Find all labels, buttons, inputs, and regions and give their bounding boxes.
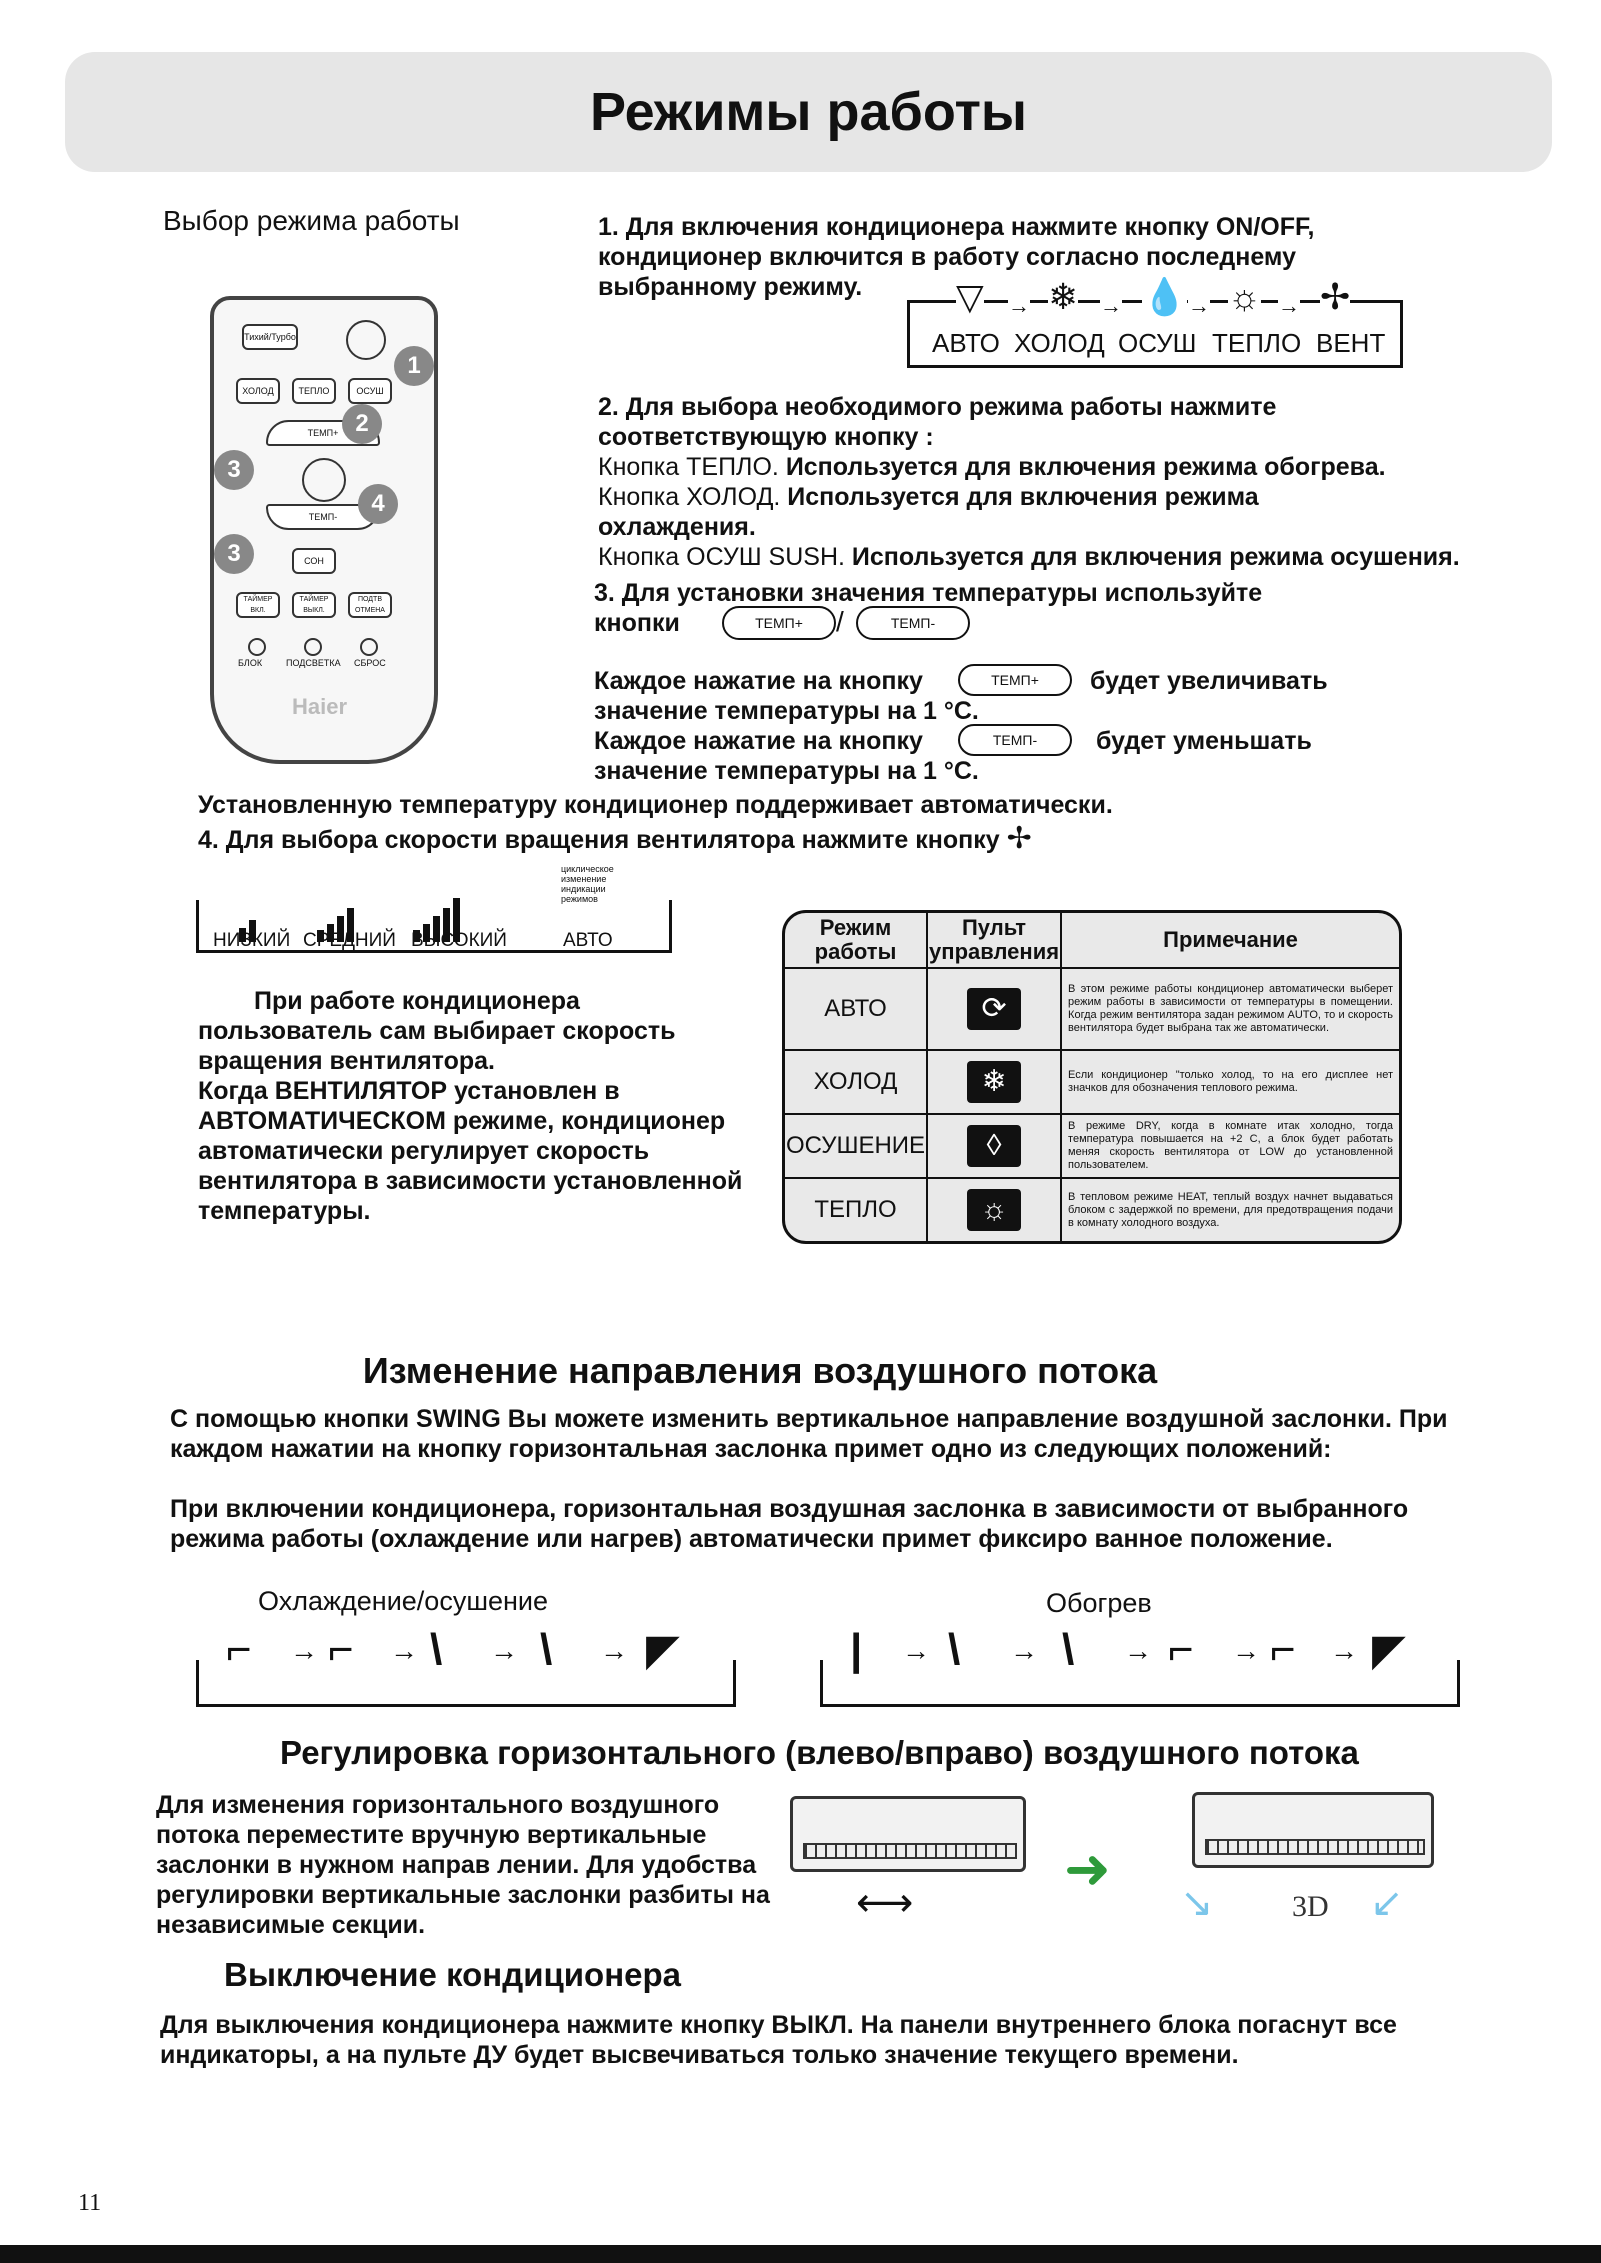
flap-position-icon: ⌐: [226, 1625, 252, 1674]
remote-btn-cool: ХОЛОД: [236, 378, 280, 404]
table-header-note: Примечание: [1062, 913, 1399, 969]
arrow-icon: →: [1010, 1635, 1038, 1666]
remote-brand-logo: Haier: [292, 694, 348, 719]
flap-position-icon: \: [1062, 1625, 1075, 1674]
step2-dry: [598, 542, 1498, 572]
sun-icon: ☼: [1228, 276, 1261, 317]
auto-icon: ⟳: [967, 988, 1021, 1030]
remote-btn-timer-on: ТАЙМЕР ВКЛ.: [236, 592, 280, 618]
horizontal-text: Для изменения горизонтального воздушного потока переместите вручную вертикальные заслонки в нужном направ лении. Для удобства регулировки вертикальные заслонки разбиты на независимые секции.: [156, 1791, 770, 1939]
remote-btn-confirm-cancel: ПОДТВ ОТМЕНА: [348, 592, 392, 618]
bottom-bar: [0, 2245, 1601, 2263]
airflow-p1: С помощью кнопки SWING Вы можете изменить вертикальное направление воздушной заслонки. При каждом нажатии на кнопку горизонтальная заслонка примет одно из следующих положений:: [170, 1405, 1448, 1463]
label-3d: 3D: [1292, 1890, 1329, 1923]
step-badge-2: 2: [342, 404, 382, 444]
step2-cool: [598, 482, 1358, 542]
drop-icon: 💧: [1142, 276, 1187, 317]
arrow-icon: →: [600, 1635, 628, 1666]
step3-minus-suffix: будет уменьшать значение температуры на 1 °C.: [594, 727, 1312, 785]
heat-flap-diagram: [820, 1660, 1460, 1707]
indoor-unit-3d-image: [1192, 1792, 1434, 1868]
arrow-icon: →: [1124, 1635, 1152, 1666]
remote-btn-dry: ОСУШ: [348, 378, 392, 404]
sun-icon: ☼: [967, 1189, 1021, 1231]
step3-minus-prefix: Каждое нажатие на кнопку: [594, 727, 923, 755]
mode-cell: ХОЛОД: [785, 1051, 928, 1115]
remote-btn-sleep: СОН: [292, 548, 336, 574]
flap-position-icon: \: [430, 1625, 443, 1674]
drop-icon: ◊: [967, 1125, 1021, 1167]
remote-control: [210, 296, 438, 764]
airflow-heading: Изменение направления воздушного потока: [362, 1350, 1158, 1391]
mode-cell: АВТО: [785, 969, 928, 1051]
table-row: [785, 1179, 1399, 1241]
step2-dry-text: Используется для включения режима осушения.: [851, 543, 1460, 571]
left-right-arrow-icon: ⟷: [856, 1881, 914, 1925]
cycle-label-heat: ТЕПЛО: [1212, 328, 1302, 358]
fan-icon: ✢: [1320, 276, 1351, 317]
cycle-label-fan: ВЕНТ: [1316, 328, 1386, 358]
flap-position-icon: ⌐: [1270, 1625, 1296, 1674]
remote-btn-quiet-turbo: Тихий/Турбо: [242, 324, 298, 350]
led-lock: [248, 638, 266, 656]
snowflake-icon: ❄: [967, 1061, 1021, 1103]
horizontal-heading: Регулировка горизонтального (влево/вправо) воздушного потока: [280, 1734, 1359, 1771]
heat-label: Обогрев: [1046, 1588, 1152, 1618]
led-backlight: [304, 638, 322, 656]
step1-text: 1. Для включения кондиционера нажмите кнопку ON/OFF, кондиционер включится в работу согласно последнему выбранному режиму.: [598, 213, 1315, 301]
airflow-p2: При включении кондиционера, горизонтальная воздушная заслонка в зависимости от выбранного режима работы (охлаждение или нагрев) автоматически примет фиксиро ванное положение.: [170, 1495, 1409, 1553]
auto-temp-text: Установленную температуру кондиционер поддерживает автоматически.: [198, 791, 1113, 819]
step3-plus-prefix: Каждое нажатие на кнопку: [594, 667, 923, 695]
step2-heat-btn: Кнопка ТЕПЛО.: [598, 453, 779, 481]
arrow-icon: →: [1330, 1635, 1358, 1666]
remote-btn-timer-off: ТАЙМЕР ВЫКЛ.: [292, 592, 336, 618]
flap-position-icon: ◤: [1372, 1626, 1406, 1675]
step2-cool-text: Используется для включения режима охлаждения.: [598, 483, 1259, 541]
arrow-icon: →: [490, 1635, 518, 1666]
note-cell: В режиме DRY, когда в комнате итак холодно, тогда температура повышается на +2 С, а блок будет работать меняя скорость вентилятора от LOW до установленной пользователем.: [1062, 1115, 1399, 1179]
remote-btn-heat: ТЕПЛО: [292, 378, 336, 404]
power-icon: [346, 320, 386, 360]
cycle-label-auto: АВТО: [932, 328, 1000, 358]
fan-level-auto: АВТО: [563, 930, 613, 951]
table-row: [785, 1051, 1399, 1115]
remote-btn-temp-plus: ТЕМП+: [266, 420, 380, 446]
cycle-label-dry: ОСУШ: [1118, 328, 1197, 358]
mode-select-heading: Выбор режима работы: [163, 205, 460, 236]
arrow-icon: →: [1008, 293, 1030, 318]
mode-cell: ТЕПЛО: [785, 1179, 928, 1241]
step2-intro: 2. Для выбора необходимого режима работы нажмите соответствующую кнопку :: [598, 393, 1277, 451]
flap-position-icon: ⌐: [1168, 1625, 1194, 1674]
cool-label: Охлаждение/осушение: [258, 1586, 549, 1616]
snowflake-icon: ❄: [1048, 276, 1079, 317]
arrow-icon: →: [390, 1635, 418, 1666]
fan-level-mid: СРЕДНИЙ: [303, 930, 396, 951]
arrow-icon: →: [1188, 293, 1210, 318]
shutdown-heading: Выключение кондиционера: [224, 1956, 682, 1993]
arrow-icon: →: [902, 1635, 930, 1666]
table-header-mode: Режим работы: [785, 913, 928, 969]
step4-text: [198, 824, 1298, 855]
temp-minus-key: ТЕМП-: [856, 606, 970, 640]
arrow-icon: →: [1232, 1635, 1260, 1666]
fan-icon: [302, 458, 346, 502]
led-reset: [360, 638, 378, 656]
step2-heat-text: Используется для включения режима обогрева.: [785, 453, 1386, 481]
flap-position-icon: ◤: [646, 1626, 680, 1675]
mode-cycle-diagram: [907, 276, 1403, 368]
fan-level-low: НИЗКИЙ: [213, 930, 291, 951]
slash: /: [836, 606, 844, 637]
indoor-unit-image: [790, 1796, 1026, 1872]
cycle-label-cool: ХОЛОД: [1014, 328, 1105, 358]
temp-plus-key-2: ТЕМП+: [958, 664, 1072, 696]
temp-plus-key: ТЕМП+: [722, 606, 836, 640]
step2-dry-btn: Кнопка ОСУШ SUSH.: [598, 543, 845, 571]
step-badge-3b: 3: [214, 534, 254, 574]
arrow-icon: →: [1278, 293, 1300, 318]
auto-icon: ▽: [956, 276, 984, 317]
arrow-icon: →: [290, 1635, 318, 1666]
remote-btn-temp-minus: ТЕМП-: [266, 504, 380, 530]
step3-plus-suffix: будет увеличивать значение температуры на 1 °C.: [594, 667, 1328, 725]
mode-table: [782, 910, 1402, 1244]
fan-icon: ✢: [1006, 822, 1032, 855]
step2-cool-btn: Кнопка ХОЛОД.: [598, 483, 781, 511]
led-backlight-label: ПОДСВЕТКА: [286, 658, 341, 668]
page-header: [65, 52, 1552, 172]
temp-minus-key-2: ТЕМП-: [958, 724, 1072, 756]
led-lock-label: БЛОК: [238, 658, 263, 668]
table-row: [785, 1115, 1399, 1179]
mode-cell: ОСУШЕНИЕ: [785, 1115, 928, 1179]
table-row: [785, 969, 1399, 1051]
page-number: 11: [78, 2190, 102, 2216]
arrow-icon: →: [1100, 293, 1122, 318]
led-reset-label: СБРОС: [354, 658, 386, 668]
note-cell: В этом режиме работы кондиционер автоматически выберет режим работы в зависимости от температуры в помещении. Когда режим вентилятора задан режимом AUTO, то и скорость вентилятора будет выбрана так же автоматически.: [1062, 969, 1399, 1051]
flap-position-icon: \: [540, 1625, 553, 1674]
airflow-left-icon: ↘: [1180, 1881, 1214, 1925]
flap-position-icon: |: [850, 1625, 863, 1674]
green-arrow-icon: ➜: [1064, 1837, 1111, 1900]
step-badge-3: 3: [214, 450, 254, 490]
fan-text-1: При работе кондиционера пользователь сам выбирает скорость вращения вентилятора.: [198, 987, 676, 1075]
step4-label: 4. Для выбора скорости вращения вентилятора нажмите кнопку: [198, 826, 1000, 854]
airflow-right-icon: ↙: [1370, 1881, 1404, 1925]
page-title: Режимы работы: [589, 82, 1028, 142]
fan-level-high: ВЫСОКИЙ: [411, 930, 507, 951]
flap-position-icon: \: [948, 1625, 961, 1674]
fan-speed-diagram: [196, 864, 672, 953]
step3-intro: 3. Для установки значения температуры используйте кнопки: [594, 579, 1263, 637]
shutdown-text: Для выключения кондиционера нажмите кнопку ВЫКЛ. На панели внутреннего блока погаснут все индикаторы, а на пульте ДУ будет высвечиваться только значение текущего времени.: [160, 2011, 1397, 2069]
step-badge-4: 4: [358, 484, 398, 524]
table-header-remote: Пульт управления: [928, 913, 1062, 969]
step2-heat: [598, 452, 1478, 482]
note-cell: В тепловом режиме HEAT, теплый воздух начнет выдаваться блоком с задержкой по времени, для предотвращения подачи в комнату холодного воздуха.: [1068, 1190, 1393, 1229]
flap-position-icon: ⌐: [328, 1625, 354, 1674]
note-cell: Если кондиционер "только холод, то на его дисплее нет значков для обозначения теплового режима.: [1062, 1051, 1399, 1115]
fan-text-2: Когда ВЕНТИЛЯТОР установлен в АВТОМАТИЧЕСКОМ режиме, кондиционер автоматически регулирует скорость вентилятора в зависимости установленной температуры.: [198, 1077, 743, 1225]
step-badge-1: 1: [394, 346, 434, 386]
fan-auto-note: циклическое изменение индикации режимов: [561, 864, 614, 904]
